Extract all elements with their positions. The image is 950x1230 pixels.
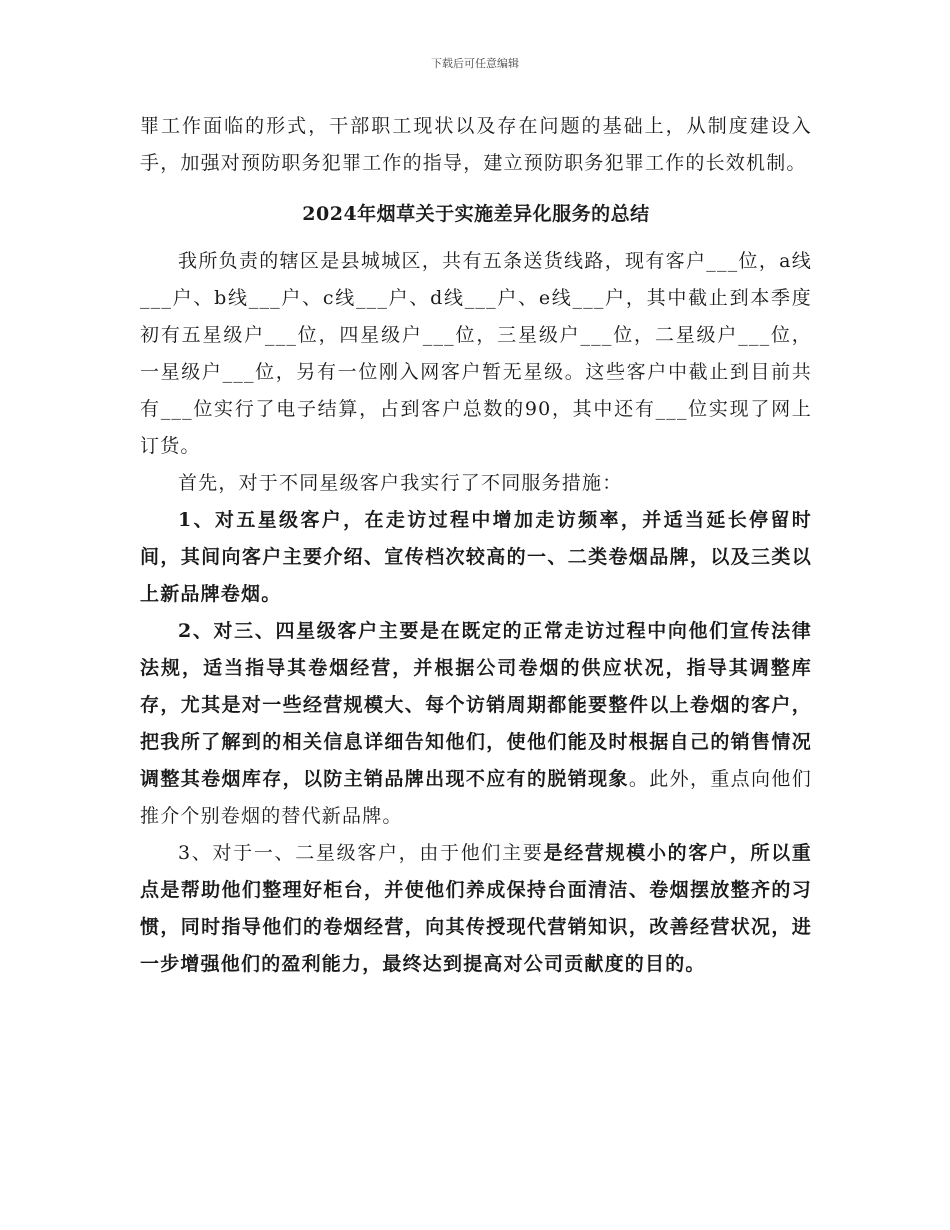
list-item-one-two-star — [140, 835, 812, 983]
list-item-three-four-star-normal: 。此外，重点向他们推介个别卷烟的替代新品牌。 — [140, 768, 812, 827]
list-item-one-two-star-lead: 3、对于一、二星级客户，由于他们主要 — [178, 842, 544, 864]
paragraph-service-measures: 首先，对于不同星级客户我实行了不同服务措施： — [178, 472, 623, 494]
document-body — [140, 108, 812, 983]
document-title: 2024年烟草关于实施差异化服务的总结 — [302, 203, 650, 225]
intro-paragraph: 罪工作面临的形式，干部职工现状以及存在问题的基础上，从制度建设入手，加强对预防职务犯罪工作的指导，建立预防职务犯罪工作的长效机制。 — [140, 115, 812, 174]
paragraph-district-summary: 我所负责的辖区是县城城区，共有五条送货线路，现有客户___位，a线___户、b线___户、c线___户、d线___户、e线___户，其中截止到本季度初有五星级户___位，四星级户___位，三星级户___位，二星级户___位，一星级户___位，另有一位刚入网客户暂无星级。这些客户中截止到目前共有___位实行了电子结算，占到客户总数的90，其中还有___位实现了网上订货。 — [140, 250, 812, 457]
list-item-five-star: 1、对五星级客户，在走访过程中增加走访频率，并适当延长停留时间，其间向客户主要介绍、宣传档次较高的一、二类卷烟品牌，以及三类以上新品牌卷烟。 — [140, 509, 812, 605]
page-header: 下载后可任意编辑 — [431, 57, 519, 70]
list-item-three-four-star — [140, 613, 812, 835]
list-item-one-two-star-bold: 是经营规模小的客户，所以重点是帮助他们整理好柜台，并使他们养成保持台面清洁、卷烟摆放整齐的习惯，同时指导他们的卷烟经营，向其传授现代营销知识，改善经营状况，进一步增强他们的盈利能力，最终达到提高对公司贡献度的目的。 — [140, 842, 812, 975]
list-item-three-four-star-bold: 2、对三、四星级客户主要是在既定的正常走访过程中向他们宣传法律法规，适当指导其卷烟经营，并根据公司卷烟的供应状况，指导其调整库存，尤其是对一些经营规模大、每个访销周期都能要整件以上卷烟的客户，把我所了解到的相关信息详细告知他们，使他们能及时根据自己的销售情况调整其卷烟库存，以防主销品牌出现不应有的脱销现象 — [140, 620, 812, 790]
